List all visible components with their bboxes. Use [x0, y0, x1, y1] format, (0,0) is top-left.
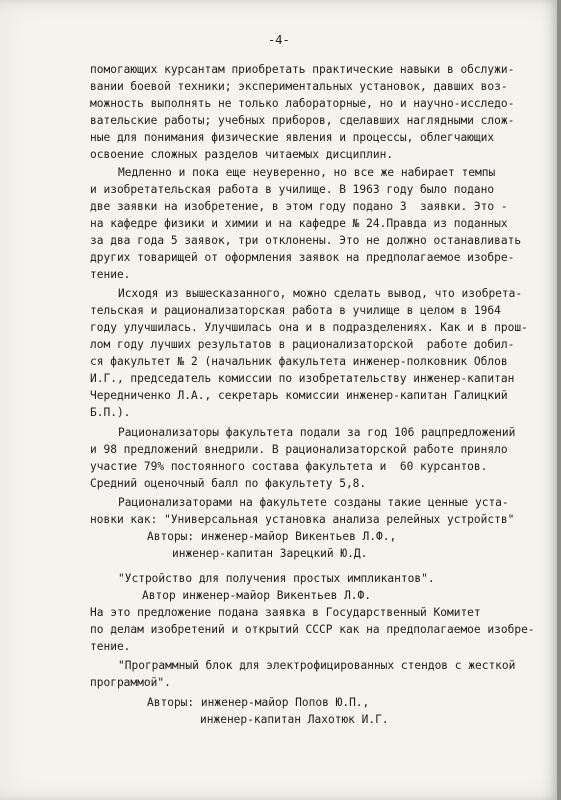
text-line-35: "Программный блок для электрофицированных стендов с жесткой [118, 659, 516, 672]
text-line-09: две заявки на изобретение, в этом году подано 3 заявки. Это - [90, 200, 508, 213]
text-line-05: ные для понимания физические явления и процессы, облегчающих [90, 131, 495, 144]
text-line-06: освоение сложных разделов читаемых дисциплин. [90, 148, 394, 161]
text-line-21: Б.П.). [90, 406, 131, 419]
page-number: -4- [268, 33, 290, 47]
text-line-14: Исходя из вышесказанного, можно сделать вывод, что изобрета- [118, 287, 523, 300]
text-line-22: Рационализаторы факультета подали за год 106 рацпредложений [118, 426, 516, 439]
text-line-28: Авторы: инженер-майор Викентьев Л.Ф., [147, 530, 397, 543]
text-line-29: инженер-капитан Зарецкий Ю.Д. [172, 547, 368, 560]
text-line-03: можность выполнять не только лабораторные, но и научно-исследо- [90, 97, 515, 110]
text-line-25: Средний оценочный балл по факультету 5,8. [90, 477, 367, 490]
text-line-37: Авторы: инженер-майор Попов Ю.П., [147, 696, 370, 709]
text-line-08: и изобретательская работа в училище. В 1963 году было подано [90, 183, 495, 196]
text-line-24: участие 79% постоянного состава факультета и 60 курсантов. [90, 460, 488, 473]
text-line-04: вательские работы; учебных приборов, сделавших наглядными слож- [90, 114, 515, 127]
page-edge-shadow [557, 0, 561, 800]
text-line-11: за два года 5 заявок, три отклонены. Это не должно останавливать [90, 234, 522, 247]
text-line-34: тение. [90, 640, 131, 653]
text-line-02: вании боевой техники; экспериментальных установок, давших воз- [90, 80, 508, 93]
text-line-13: тение. [90, 268, 131, 281]
text-line-33: по делам изобретений и открытий СССР как на предполагаемое изобре- [90, 623, 535, 636]
text-line-38: инженер-капитан Лахотюк И.Г. [200, 713, 389, 726]
text-line-36: программой". [90, 676, 171, 689]
text-line-30: "Устройство для получения простых импликантов". [118, 572, 435, 585]
text-line-23: и 98 предложений внедрили. В рационализаторской работе приняло [90, 443, 508, 456]
text-line-16: году улучшилась. Улучшилась она и в подразделениях. Как и в прош- [90, 321, 528, 334]
text-line-31: Автор инженер-майор Викентьев Л.Ф. [142, 589, 372, 602]
text-line-27: новки как: "Универсальная установка анализа релейных устройств" [90, 513, 515, 526]
text-line-17: лом году лучших результатов в рационализаторской работе добил- [90, 338, 515, 351]
text-line-01: помогающих курсантам приобретать практические навыки в обслужи- [90, 63, 515, 76]
text-line-12: других товарищей от оформления заявок на предполагаемое изобре- [90, 251, 515, 264]
text-line-15: тельская и рационализаторская работа в училище в целом в 1964 [90, 304, 501, 317]
text-line-19: И.Г., председатель комиссии по изобретательству инженер-капитан [90, 372, 515, 385]
text-line-20: Чередниченко Л.А., секретарь комиссии инженер-капитан Галицкий [90, 389, 508, 402]
text-line-32: На это предложение подана заявка в Государственный Комитет [90, 606, 481, 619]
text-line-07: Медленно и пока еще неуверенно, но все же набирает темпы [118, 166, 496, 179]
text-line-10: на кафедре физики и химии и на кафедре № 24.Правда из поданных [90, 217, 508, 230]
text-line-18: ся факультет № 2 (начальник факультета инженер-полковник Облов [90, 355, 508, 368]
text-line-26: Рационализаторами на факультете созданы такие ценные уста- [118, 496, 509, 509]
